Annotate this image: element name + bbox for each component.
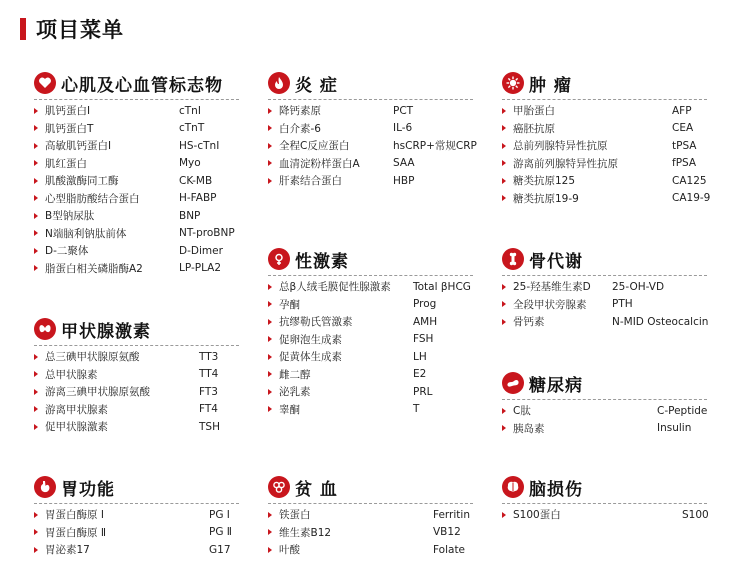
list-item bbox=[502, 296, 707, 314]
section-title: 性激素 bbox=[295, 251, 349, 272]
item-name: 雌二醇 bbox=[279, 368, 311, 381]
item-abbreviation: PRL bbox=[413, 385, 433, 398]
bullet-triangle-icon bbox=[502, 512, 510, 518]
section-brain bbox=[502, 474, 707, 524]
section-header bbox=[502, 246, 707, 272]
list-item bbox=[34, 155, 239, 173]
bullet-triangle-icon bbox=[34, 213, 42, 219]
pancreas-icon bbox=[502, 372, 524, 394]
item-abbreviation: HS-cTnI bbox=[179, 139, 220, 152]
item-abbreviation: Insulin bbox=[657, 422, 692, 435]
item-abbreviation: NT-proBNP bbox=[179, 227, 235, 240]
item-abbreviation: Myo bbox=[179, 157, 201, 170]
blood-cell-icon bbox=[268, 476, 290, 498]
item-name: 甲胎蛋白 bbox=[513, 105, 555, 118]
bullet-triangle-icon bbox=[34, 230, 42, 236]
item-abbreviation: AFP bbox=[672, 104, 692, 117]
item-abbreviation: Prog bbox=[413, 298, 437, 311]
item-abbreviation: TT3 bbox=[199, 350, 219, 363]
item-abbreviation: CA125 bbox=[672, 174, 707, 187]
bullet-triangle-icon bbox=[502, 408, 510, 414]
heart-icon bbox=[34, 72, 56, 94]
list-item bbox=[34, 541, 239, 559]
list-item bbox=[34, 172, 239, 190]
item-abbreviation: PTH bbox=[612, 298, 633, 311]
bullet-triangle-icon bbox=[34, 248, 42, 254]
item-name: 总β人绒毛膜促性腺激素 bbox=[279, 281, 391, 294]
item-abbreviation: 25-OH-VD bbox=[612, 280, 665, 293]
list-item bbox=[34, 190, 239, 208]
item-name: 胃蛋白酶原 Ⅱ bbox=[45, 526, 107, 539]
item-abbreviation: LH bbox=[413, 350, 427, 363]
section-title: 肿 瘤 bbox=[529, 75, 572, 96]
section-title: 炎 症 bbox=[295, 75, 338, 96]
item-name: 肌红蛋白 bbox=[45, 157, 87, 170]
section-header bbox=[502, 474, 707, 500]
section-header bbox=[268, 70, 473, 96]
list-item bbox=[502, 278, 707, 296]
item-abbreviation: TSH bbox=[199, 420, 220, 433]
item-name: 全段甲状旁腺素 bbox=[513, 298, 587, 311]
section-header bbox=[34, 474, 239, 500]
item-abbreviation: CA19-9 bbox=[672, 192, 711, 205]
section-diabetes bbox=[502, 370, 707, 437]
list-item bbox=[268, 155, 473, 173]
item-name: 促甲状腺激素 bbox=[45, 421, 108, 434]
list-item bbox=[502, 420, 707, 438]
bullet-triangle-icon bbox=[34, 160, 42, 166]
flame-icon bbox=[268, 72, 290, 94]
bullet-triangle-icon bbox=[502, 284, 510, 290]
bullet-triangle-icon bbox=[268, 336, 276, 342]
bullet-triangle-icon bbox=[268, 319, 276, 325]
list-item bbox=[268, 137, 477, 155]
item-abbreviation: IL-6 bbox=[393, 122, 413, 135]
list-item bbox=[34, 401, 239, 419]
list-item bbox=[268, 348, 473, 366]
bullet-triangle-icon bbox=[268, 284, 276, 290]
item-name: S100蛋白 bbox=[513, 509, 561, 522]
item-name: 游离甲状腺素 bbox=[45, 403, 108, 416]
item-name: 心型脂肪酸结合蛋白 bbox=[45, 192, 140, 205]
item-name: 胰岛素 bbox=[513, 422, 545, 435]
page-header bbox=[20, 14, 124, 44]
list-item bbox=[34, 366, 239, 384]
list-item bbox=[502, 120, 707, 138]
item-name: 胃蛋白酶原 Ⅰ bbox=[45, 509, 104, 522]
bullet-triangle-icon bbox=[34, 108, 42, 114]
item-abbreviation: H-FABP bbox=[179, 192, 217, 205]
list-item bbox=[268, 313, 473, 331]
item-name: N端脑利钠肽前体 bbox=[45, 227, 127, 240]
item-name: 总三碘甲状腺原氨酸 bbox=[45, 351, 140, 364]
bullet-triangle-icon bbox=[34, 371, 42, 377]
list-item bbox=[34, 506, 239, 524]
item-name: 肌酸激酶同工酶 bbox=[45, 175, 119, 188]
item-abbreviation: S100 bbox=[682, 508, 709, 521]
item-abbreviation: BNP bbox=[179, 209, 201, 222]
list-item bbox=[502, 190, 711, 208]
item-abbreviation: T bbox=[413, 403, 420, 416]
item-name: 肌钙蛋白T bbox=[45, 122, 94, 135]
item-abbreviation: CEA bbox=[672, 122, 694, 135]
section-thyroid bbox=[34, 316, 239, 436]
item-name: 脂蛋白相关磷脂酶A2 bbox=[45, 262, 143, 275]
item-name: 25-羟基维生素D bbox=[513, 281, 591, 294]
item-name: 游离三碘甲状腺原氨酸 bbox=[45, 386, 150, 399]
item-name: 铁蛋白 bbox=[279, 509, 311, 522]
section-inflammation bbox=[268, 70, 477, 190]
bullet-triangle-icon bbox=[268, 178, 276, 184]
bullet-triangle-icon bbox=[268, 160, 276, 166]
item-abbreviation: LP-PLA2 bbox=[179, 262, 222, 275]
item-abbreviation: PCT bbox=[393, 104, 414, 117]
bullet-triangle-icon bbox=[34, 547, 42, 553]
item-name: 叶酸 bbox=[279, 544, 300, 557]
bullet-triangle-icon bbox=[502, 301, 510, 307]
section-title: 糖尿病 bbox=[529, 375, 583, 396]
item-name: 糖类抗原19-9 bbox=[513, 192, 579, 205]
list-item bbox=[268, 331, 473, 349]
bullet-triangle-icon bbox=[34, 424, 42, 430]
item-name: 泌乳素 bbox=[279, 386, 311, 399]
item-abbreviation: G17 bbox=[209, 543, 231, 556]
bullet-triangle-icon bbox=[268, 125, 276, 131]
section-title: 胃功能 bbox=[61, 479, 115, 500]
header-accent-bar bbox=[20, 18, 26, 40]
bullet-triangle-icon bbox=[34, 406, 42, 412]
item-abbreviation: hsCRP+常规CRP bbox=[393, 140, 477, 153]
item-abbreviation: E2 bbox=[413, 368, 427, 381]
list-item bbox=[268, 296, 473, 314]
thyroid-icon bbox=[34, 318, 56, 340]
item-name: 促黄体生成素 bbox=[279, 351, 342, 364]
item-name: 游离前列腺特异性抗原 bbox=[513, 157, 618, 170]
section-bone bbox=[502, 246, 707, 331]
list-item bbox=[502, 137, 707, 155]
item-abbreviation: FSH bbox=[413, 333, 434, 346]
item-name: 糖类抗原125 bbox=[513, 175, 576, 188]
list-item bbox=[268, 102, 473, 120]
item-name: C肽 bbox=[513, 405, 531, 418]
item-name: 降钙素原 bbox=[279, 105, 321, 118]
item-abbreviation: VB12 bbox=[433, 526, 461, 539]
item-abbreviation: fPSA bbox=[672, 157, 697, 170]
list-item bbox=[502, 506, 707, 524]
section-title: 贫 血 bbox=[295, 479, 338, 500]
page-title: 项目菜单 bbox=[36, 18, 124, 42]
section-title: 甲状腺激素 bbox=[61, 321, 151, 342]
list-item bbox=[268, 401, 473, 419]
item-abbreviation: PG Ⅱ bbox=[209, 526, 232, 539]
section-title: 脑损伤 bbox=[529, 479, 583, 500]
item-abbreviation: PG Ⅰ bbox=[209, 508, 230, 521]
list-item bbox=[502, 402, 707, 420]
item-name: 骨钙素 bbox=[513, 316, 545, 329]
section-tumor bbox=[502, 70, 711, 207]
list-item bbox=[268, 120, 473, 138]
item-abbreviation: cTnT bbox=[179, 122, 205, 135]
list-item bbox=[34, 524, 239, 542]
section-header bbox=[34, 70, 239, 96]
item-name: 肌钙蛋白I bbox=[45, 105, 91, 118]
bullet-triangle-icon bbox=[268, 547, 276, 553]
list-item bbox=[34, 225, 239, 243]
bullet-triangle-icon bbox=[502, 178, 510, 184]
virus-icon bbox=[502, 72, 524, 94]
list-item bbox=[268, 278, 473, 296]
item-name: 全程C反应蛋白 bbox=[279, 140, 350, 153]
item-name: 睾酮 bbox=[279, 403, 300, 416]
item-abbreviation: FT4 bbox=[199, 403, 218, 416]
bullet-triangle-icon bbox=[268, 389, 276, 395]
bullet-triangle-icon bbox=[34, 389, 42, 395]
section-title: 骨代谢 bbox=[529, 251, 583, 272]
bullet-triangle-icon bbox=[268, 512, 276, 518]
bullet-triangle-icon bbox=[34, 125, 42, 131]
list-item bbox=[268, 524, 473, 542]
list-item bbox=[34, 120, 239, 138]
bullet-triangle-icon bbox=[502, 143, 510, 149]
item-abbreviation: HBP bbox=[393, 174, 415, 187]
item-abbreviation: Total βHCG bbox=[413, 280, 471, 293]
list-item bbox=[502, 313, 707, 331]
list-item bbox=[268, 506, 473, 524]
list-item bbox=[268, 383, 473, 401]
bullet-triangle-icon bbox=[502, 319, 510, 325]
list-item bbox=[268, 366, 473, 384]
item-abbreviation: cTnI bbox=[179, 104, 201, 117]
bullet-triangle-icon bbox=[268, 143, 276, 149]
item-abbreviation: N-MID Osteocalcin bbox=[612, 315, 709, 328]
stomach-icon bbox=[34, 476, 56, 498]
item-abbreviation: D-Dimer bbox=[179, 244, 223, 257]
bullet-triangle-icon bbox=[502, 108, 510, 114]
list-item bbox=[34, 260, 239, 278]
section-header bbox=[502, 370, 707, 396]
list-item bbox=[34, 418, 239, 436]
item-abbreviation: SAA bbox=[393, 157, 415, 170]
gender-icon bbox=[268, 248, 290, 270]
bullet-triangle-icon bbox=[268, 371, 276, 377]
item-abbreviation: AMH bbox=[413, 315, 438, 328]
list-item bbox=[34, 242, 239, 260]
bullet-triangle-icon bbox=[34, 529, 42, 535]
item-name: 白介素-6 bbox=[279, 122, 321, 135]
item-name: B型钠尿肽 bbox=[45, 210, 95, 223]
item-name: 肝素结合蛋白 bbox=[279, 175, 342, 188]
item-name: 癌胚抗原 bbox=[513, 122, 555, 135]
bullet-triangle-icon bbox=[34, 265, 42, 271]
bullet-triangle-icon bbox=[34, 178, 42, 184]
list-item bbox=[34, 207, 239, 225]
list-item bbox=[502, 155, 707, 173]
bullet-triangle-icon bbox=[502, 125, 510, 131]
list-item bbox=[34, 102, 239, 120]
section-header bbox=[268, 246, 473, 272]
bullet-triangle-icon bbox=[502, 195, 510, 201]
bullet-triangle-icon bbox=[502, 160, 510, 166]
list-item bbox=[502, 172, 707, 190]
item-name: D-二聚体 bbox=[45, 245, 89, 258]
list-item bbox=[268, 541, 473, 559]
brain-icon bbox=[502, 476, 524, 498]
bullet-triangle-icon bbox=[268, 108, 276, 114]
bone-icon bbox=[502, 248, 524, 270]
item-abbreviation: Folate bbox=[433, 543, 466, 556]
item-name: 总前列腺特异性抗原 bbox=[513, 140, 608, 153]
bullet-triangle-icon bbox=[34, 143, 42, 149]
item-name: 高敏肌钙蛋白I bbox=[45, 140, 112, 153]
item-name: 维生素B12 bbox=[279, 526, 332, 539]
bullet-triangle-icon bbox=[34, 354, 42, 360]
section-gastric bbox=[34, 474, 239, 559]
item-name: 总甲状腺素 bbox=[45, 368, 98, 381]
item-name: 抗缪勒氏管激素 bbox=[279, 316, 353, 329]
bullet-triangle-icon bbox=[34, 195, 42, 201]
section-title: 心肌及心血管标志物 bbox=[61, 75, 223, 96]
section-header bbox=[34, 316, 239, 342]
item-abbreviation: CK-MB bbox=[179, 174, 213, 187]
list-item bbox=[268, 172, 473, 190]
section-header bbox=[268, 474, 473, 500]
bullet-triangle-icon bbox=[268, 354, 276, 360]
item-abbreviation: tPSA bbox=[672, 139, 697, 152]
bullet-triangle-icon bbox=[34, 512, 42, 518]
section-hormone bbox=[268, 246, 473, 418]
bullet-triangle-icon bbox=[268, 406, 276, 412]
item-abbreviation: FT3 bbox=[199, 385, 218, 398]
bullet-triangle-icon bbox=[502, 425, 510, 431]
item-name: 促卵泡生成素 bbox=[279, 333, 342, 346]
list-item bbox=[34, 383, 239, 401]
section-anemia bbox=[268, 474, 473, 559]
section-cardio bbox=[34, 70, 239, 277]
bullet-triangle-icon bbox=[268, 301, 276, 307]
item-name: 孕酮 bbox=[279, 298, 300, 311]
section-header bbox=[502, 70, 707, 96]
item-name: 胃泌素17 bbox=[45, 544, 90, 557]
item-abbreviation: C-Peptide bbox=[657, 404, 708, 417]
bullet-triangle-icon bbox=[268, 529, 276, 535]
list-item bbox=[34, 137, 239, 155]
list-item bbox=[34, 348, 239, 366]
item-abbreviation: TT4 bbox=[199, 368, 219, 381]
item-name: 血清淀粉样蛋白A bbox=[279, 157, 360, 170]
item-abbreviation: Ferritin bbox=[433, 508, 470, 521]
list-item bbox=[502, 102, 707, 120]
